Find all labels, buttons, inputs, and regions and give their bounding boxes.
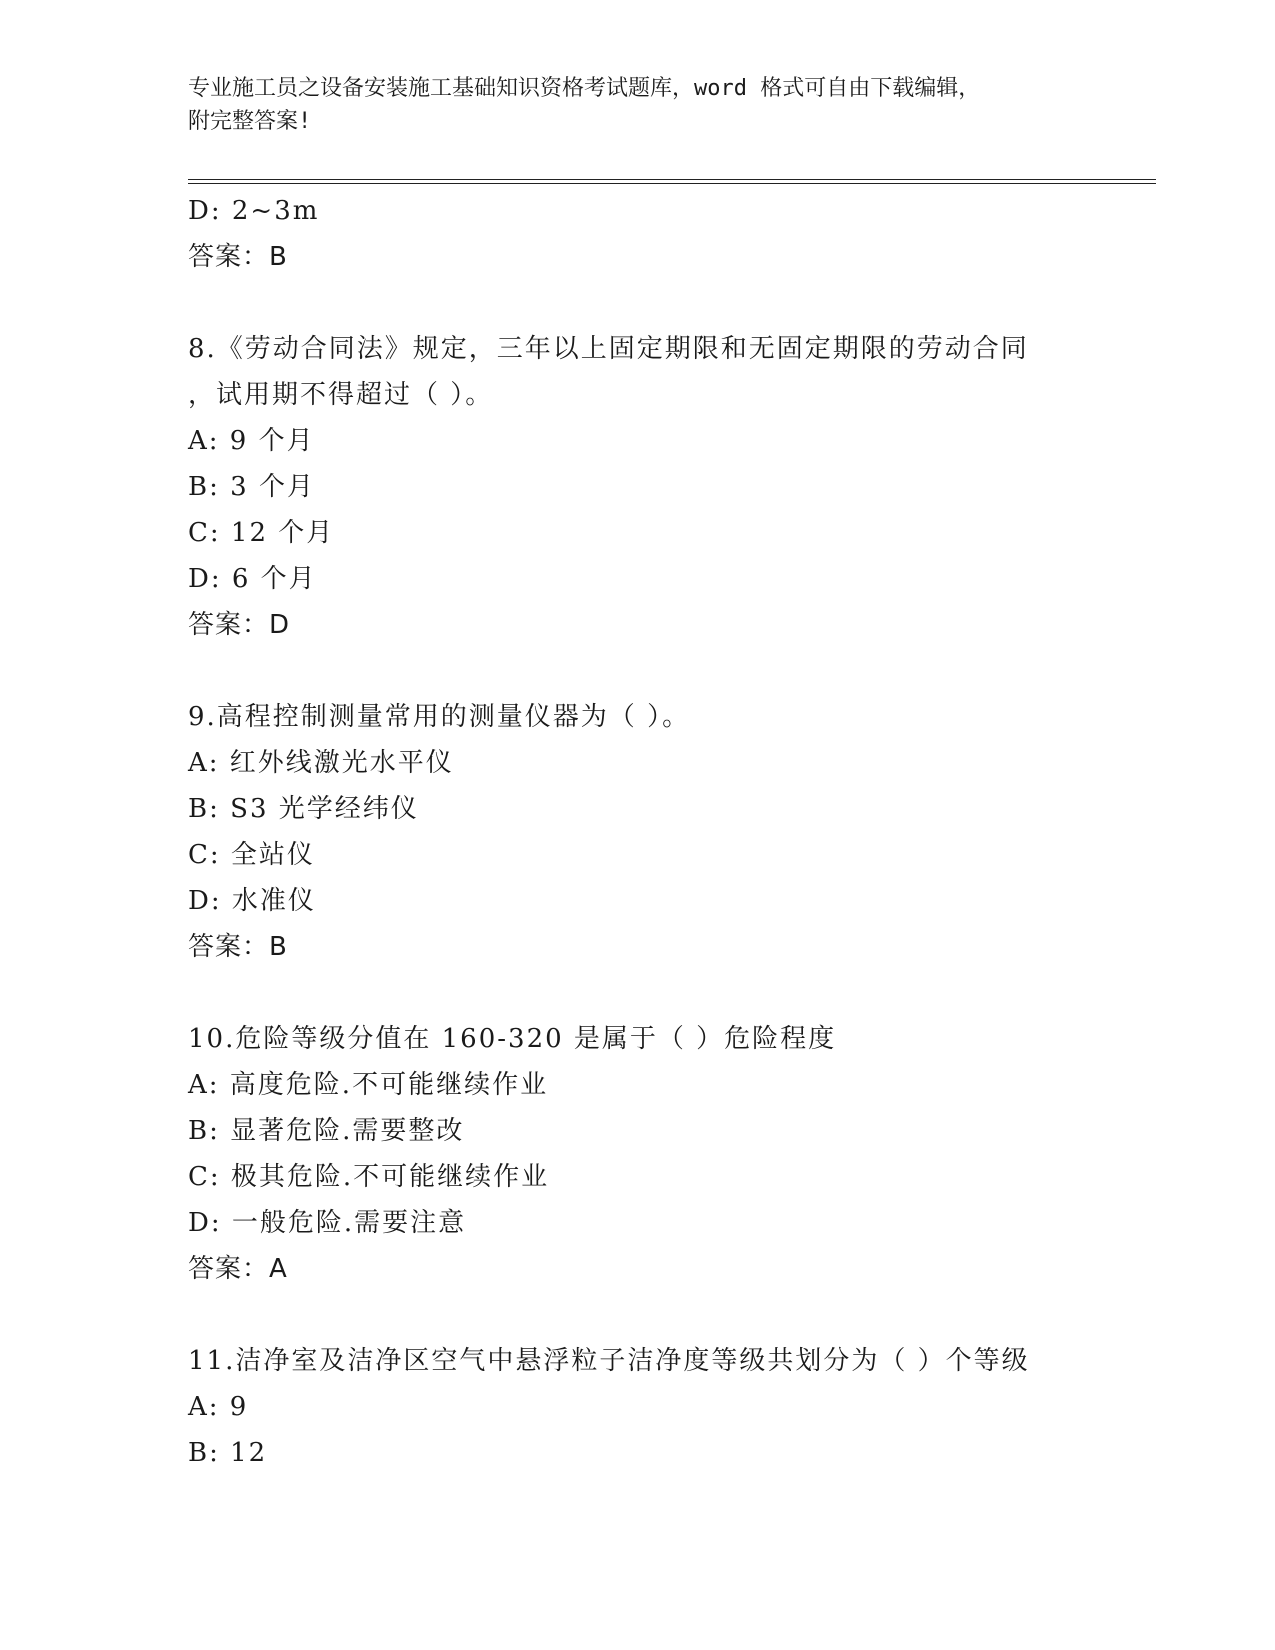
q7-answer: 答案：B <box>188 242 288 272</box>
document-header <box>188 72 1088 138</box>
spacer <box>188 970 1156 1016</box>
q8-option-c: C: 12 个月 <box>188 518 335 548</box>
header-line-1: 专业施工员之设备安装施工基础知识资格考试题库，word 格式可自由下载编辑， <box>188 76 981 101</box>
q9-option-a: A: 红外线激光水平仪 <box>188 748 454 778</box>
q10-option-b: B: 显著危险.需要整改 <box>188 1116 465 1146</box>
q9-option-d: D: 水准仪 <box>188 886 316 916</box>
q11-option-a: A: 9 <box>188 1392 249 1422</box>
spacer <box>188 1292 1156 1338</box>
q8-stem-line-1: 8.《劳动合同法》规定，三年以上固定期限和无固定期限的劳动合同 <box>188 334 1029 364</box>
q9-stem: 9.高程控制测量常用的测量仪器为（ ）。 <box>188 702 691 732</box>
q8-option-a: A: 9 个月 <box>188 426 315 456</box>
q10-option-d: D: 一般危险.需要注意 <box>188 1208 467 1238</box>
q9-option-b: B: S3 光学经纬仪 <box>188 794 419 824</box>
question-list <box>188 188 1156 1476</box>
q10-option-a: A: 高度危险.不可能继续作业 <box>188 1070 549 1100</box>
q10-stem: 10.危险等级分值在 160-320 是属于（ ）危险程度 <box>188 1024 837 1054</box>
q8-option-b: B: 3 个月 <box>188 472 315 502</box>
q10-option-c: C: 极其危险.不可能继续作业 <box>188 1162 550 1192</box>
spacer <box>188 648 1156 694</box>
header-divider <box>188 179 1156 184</box>
q11-stem: 11.洁净室及洁净区空气中悬浮粒子洁净度等级共划分为（ ）个等级 <box>188 1346 1030 1376</box>
q8-option-d: D: 6 个月 <box>188 564 317 594</box>
header-line-2: 附完整答案! <box>188 109 312 134</box>
q11-option-b: B: 12 <box>188 1438 268 1468</box>
q8-answer: 答案：D <box>188 610 291 640</box>
spacer <box>188 280 1156 326</box>
q8-stem-line-2: ，试用期不得超过（ ）。 <box>188 380 494 410</box>
q7-option-d: D: 2~3m <box>188 196 320 226</box>
q9-option-c: C: 全站仪 <box>188 840 315 870</box>
q9-answer: 答案：B <box>188 932 288 962</box>
q10-answer: 答案：A <box>188 1254 288 1284</box>
